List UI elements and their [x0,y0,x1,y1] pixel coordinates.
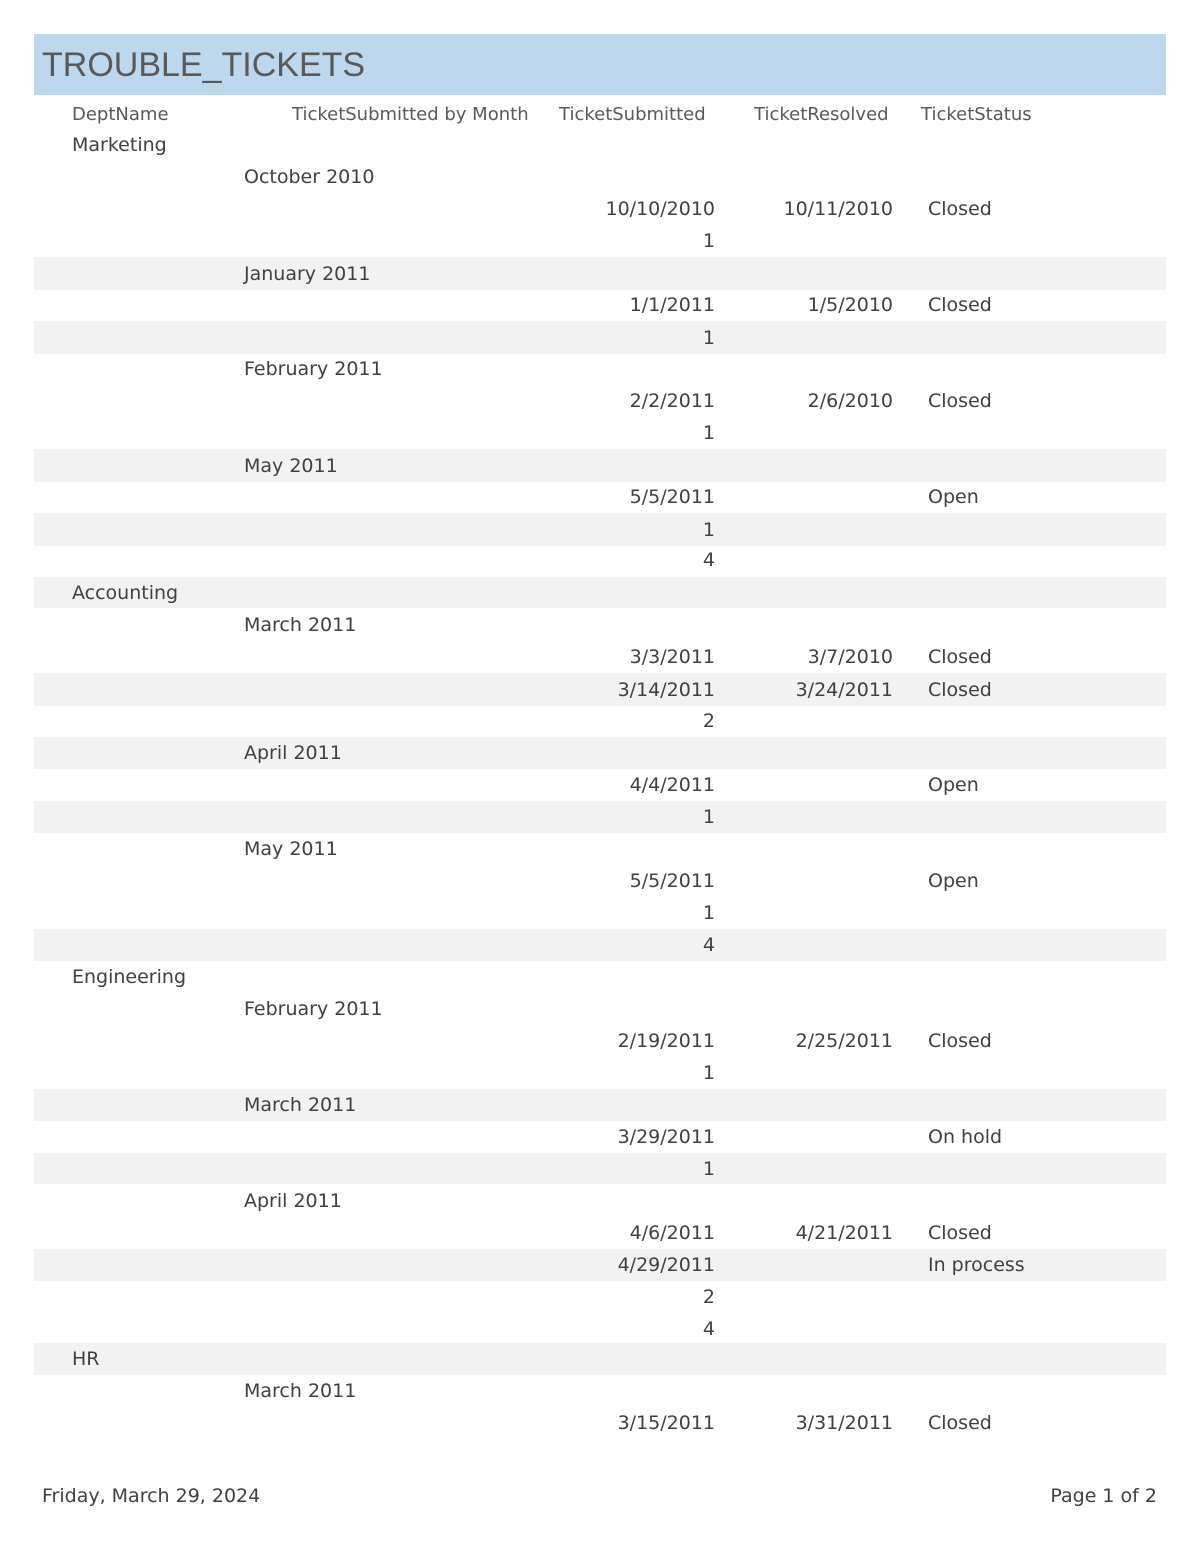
month-group-cell: February 2011 [244,998,383,1020]
report-row [34,1089,1166,1121]
ticket-submitted-cell: 1 [702,230,715,252]
ticket-status-cell: Open [928,870,979,892]
footer-date: Friday, March 29, 2024 [42,1485,261,1507]
ticket-resolved-cell: 10/11/2010 [783,198,893,220]
ticket-status-cell: Open [928,774,979,796]
month-group-cell: March 2011 [244,1380,357,1402]
ticket-submitted-cell: 1 [702,1062,715,1084]
ticket-status-cell: Closed [928,1412,992,1434]
dept-name-cell: HR [72,1348,100,1370]
ticket-submitted-cell: 1 [702,421,715,444]
ticket-resolved-cell: 2/6/2010 [807,390,893,412]
report-row [34,1057,1166,1089]
report-row [34,1249,1166,1281]
report-row [34,385,1166,417]
header-dept-name: DeptName [72,104,169,125]
report-row [34,897,1166,929]
report-row [34,673,1166,706]
ticket-status-cell: Closed [928,1222,992,1244]
ticket-submitted-cell: 4/29/2011 [617,1254,715,1276]
report-row [34,1407,1166,1439]
month-group-cell: February 2011 [244,358,383,380]
month-group-cell: May 2011 [244,454,338,477]
report-row [34,865,1166,897]
month-group-cell: March 2011 [244,1094,357,1116]
ticket-status-cell: Closed [928,646,992,668]
report-row [34,929,1166,961]
ticket-submitted-cell: 2 [702,709,715,732]
ticket-submitted-cell: 5/5/2011 [629,485,715,508]
ticket-status-cell: Open [928,485,979,508]
ticket-submitted-cell: 10/10/2010 [605,198,715,220]
ticket-resolved-cell: 3/7/2010 [807,646,893,668]
ticket-submitted-cell: 1 [702,518,715,541]
ticket-status-cell: Closed [928,198,992,220]
ticket-resolved-cell: 3/24/2011 [795,678,893,701]
report-title: TROUBLE_TICKETS [42,46,366,84]
ticket-submitted-cell: 4 [702,548,715,571]
ticket-resolved-cell: 1/5/2010 [807,293,893,316]
report-row [34,1343,1166,1375]
ticket-submitted-cell: 1 [702,1157,715,1180]
ticket-submitted-cell: 4/4/2011 [629,774,715,796]
ticket-submitted-cell: 4 [702,934,715,956]
month-group-cell: April 2011 [244,742,342,764]
report-row [34,801,1166,833]
ticket-status-cell: In process [928,1254,1025,1276]
report-row [34,129,1166,161]
report-row [34,289,1166,320]
month-group-cell: October 2010 [244,166,375,188]
footer-page-number: Page 1 of 2 [1050,1485,1157,1507]
month-group-cell: March 2011 [244,614,357,636]
ticket-submitted-cell: 4 [702,1318,715,1340]
report-row [34,321,1166,354]
ticket-status-cell: Closed [928,390,992,412]
ticket-status-cell: Closed [928,293,992,316]
ticket-submitted-cell: 3/29/2011 [617,1125,715,1148]
report-row [34,545,1166,574]
report-row [34,769,1166,801]
report-row [34,705,1166,736]
report-row [34,1025,1166,1057]
ticket-submitted-cell: 1 [702,902,715,924]
ticket-submitted-cell: 1/1/2011 [629,293,715,316]
report-row [34,225,1166,257]
ticket-submitted-cell: 3/15/2011 [617,1412,715,1434]
ticket-submitted-cell: 1 [702,326,715,349]
ticket-submitted-cell: 5/5/2011 [629,870,715,892]
report-row [34,161,1166,193]
report-row [34,1313,1166,1345]
report-row [34,353,1166,385]
ticket-submitted-cell: 2 [702,1286,715,1308]
ticket-resolved-cell: 4/21/2011 [795,1222,893,1244]
month-group-cell: April 2011 [244,1190,342,1212]
report-row [34,257,1166,290]
ticket-submitted-cell: 2/19/2011 [617,1030,715,1052]
report-row [34,1281,1166,1313]
dept-name-cell: Engineering [72,966,186,988]
report-row [34,449,1166,482]
ticket-submitted-cell: 1 [702,806,715,828]
report-row [34,1217,1166,1249]
report-row [34,641,1166,673]
ticket-submitted-cell: 2/2/2011 [629,390,715,412]
report-row [34,609,1166,641]
ticket-status-cell: Closed [928,678,992,701]
header-ticket-resolved: TicketResolved [754,104,889,125]
report-row [34,1185,1166,1217]
report-row [34,1121,1166,1152]
report-title-bar [34,34,1166,95]
report-row [34,193,1166,225]
ticket-status-cell: Closed [928,1030,992,1052]
ticket-submitted-cell: 4/6/2011 [629,1222,715,1244]
report-row [34,833,1166,865]
report-row [34,737,1166,769]
dept-name-cell: Marketing [72,134,167,156]
ticket-resolved-cell: 3/31/2011 [795,1412,893,1434]
header-ticket-submitted: TicketSubmitted [559,104,706,125]
report-row [34,481,1166,512]
report-row [34,1375,1166,1407]
ticket-submitted-cell: 3/14/2011 [617,678,715,701]
dept-name-cell: Accounting [72,581,179,604]
report-row [34,993,1166,1025]
report-row [34,513,1166,546]
ticket-submitted-cell: 3/3/2011 [629,646,715,668]
ticket-status-cell: On hold [928,1125,1003,1148]
report-row [34,417,1166,448]
report-row [34,961,1166,993]
header-ticket-status: TicketStatus [921,104,1032,125]
report-row [34,1153,1166,1184]
ticket-resolved-cell: 2/25/2011 [795,1030,893,1052]
header-ticket-by-month: TicketSubmitted by Month [292,104,529,125]
month-group-cell: January 2011 [244,262,371,285]
month-group-cell: May 2011 [244,838,338,860]
report-row [34,577,1166,608]
